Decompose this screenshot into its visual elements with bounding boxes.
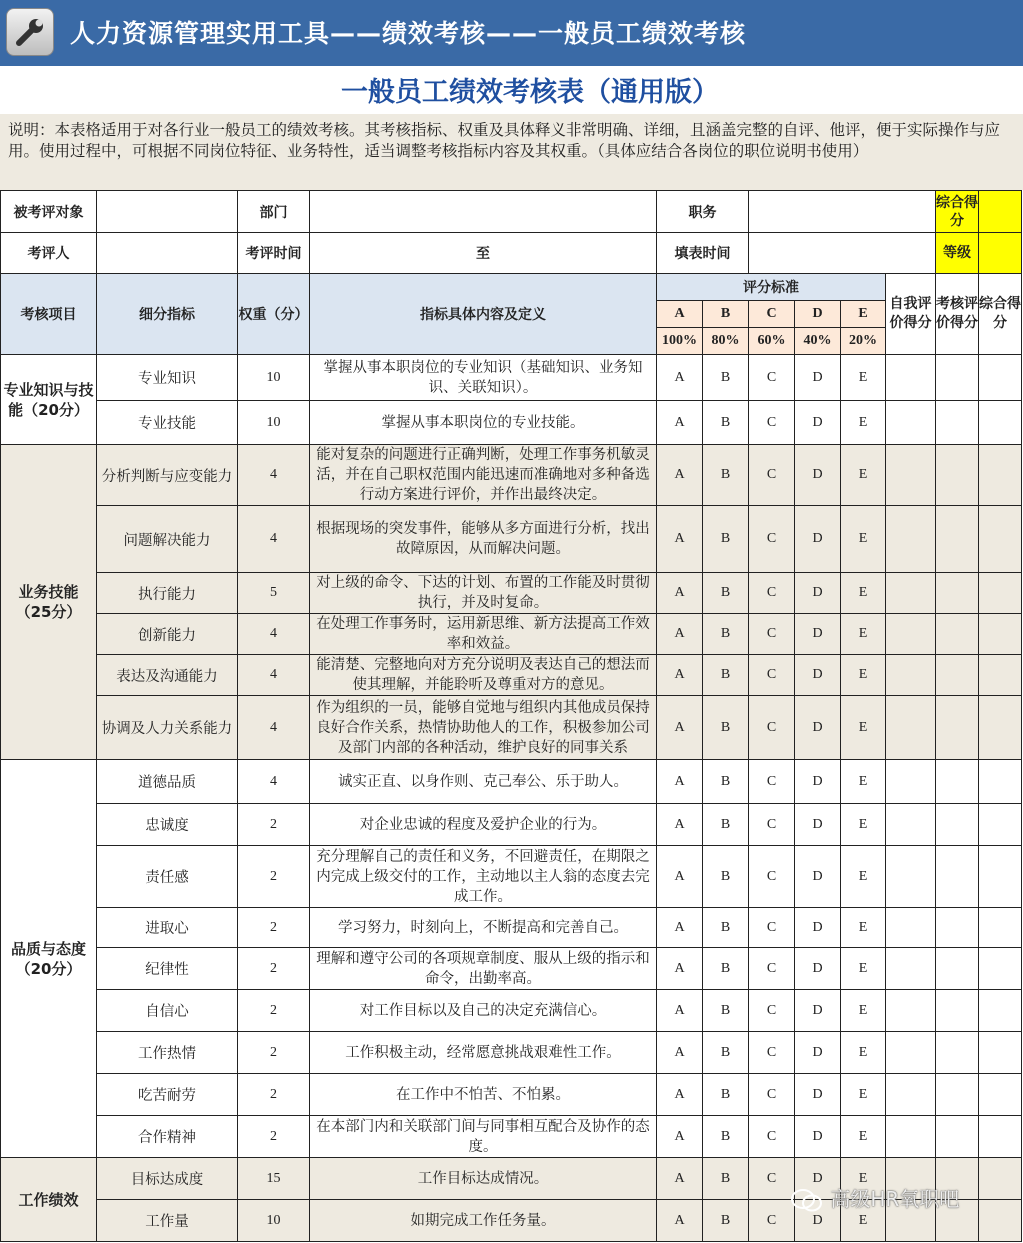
definition-cell: 在工作中不怕苦、不怕累。 bbox=[310, 1074, 657, 1116]
self-score-cell[interactable] bbox=[886, 804, 936, 846]
grade-option-a[interactable]: A bbox=[657, 1158, 703, 1200]
grade-option-e[interactable]: E bbox=[841, 573, 886, 614]
grade-option-d[interactable]: D bbox=[795, 990, 841, 1032]
grade-option-c[interactable]: C bbox=[749, 355, 795, 401]
sub-indicator-cell: 吃苦耐劳 bbox=[97, 1074, 238, 1116]
evaluatee-label: 被考评对象 bbox=[1, 191, 97, 233]
grade-option-b[interactable]: B bbox=[703, 655, 749, 696]
grade-option-a[interactable]: A bbox=[657, 1116, 703, 1158]
sub-indicator-cell: 自信心 bbox=[97, 990, 238, 1032]
position-label: 职务 bbox=[657, 191, 749, 233]
sub-indicator-cell: 问题解决能力 bbox=[97, 506, 238, 573]
grade-option-e[interactable]: E bbox=[841, 655, 886, 696]
grade-option-e[interactable]: E bbox=[841, 990, 886, 1032]
table-row bbox=[1, 506, 1022, 573]
weight-cell: 2 bbox=[238, 804, 310, 846]
col-definition-header: 指标具体内容及定义 bbox=[310, 274, 657, 355]
grade-option-c[interactable]: C bbox=[749, 846, 795, 908]
sub-indicator-cell: 工作热情 bbox=[97, 1032, 238, 1074]
grade-option-d[interactable]: D bbox=[795, 655, 841, 696]
definition-cell: 对上级的命令、下达的计划、布置的工作能及时贯彻执行，并及时复命。 bbox=[310, 573, 657, 614]
col-total-header: 综合得分 bbox=[979, 274, 1022, 355]
grade-option-a[interactable]: A bbox=[657, 655, 703, 696]
grade-option-c[interactable]: C bbox=[749, 1200, 795, 1242]
grade-option-e[interactable]: E bbox=[841, 355, 886, 401]
definition-cell: 对企业忠诚的程度及爱护企业的行为。 bbox=[310, 804, 657, 846]
watermark bbox=[790, 1183, 959, 1214]
definition-cell: 根据现场的突发事件，能够从多方面进行分析，找出故障原因，从而解决问题。 bbox=[310, 506, 657, 573]
grade-option-d[interactable]: D bbox=[795, 948, 841, 990]
definition-cell: 在本部门内和关联部门间与同事相互配合及协作的态度。 bbox=[310, 1116, 657, 1158]
weight-cell: 4 bbox=[238, 696, 310, 760]
weight-cell: 2 bbox=[238, 1116, 310, 1158]
assess-score-cell[interactable] bbox=[936, 696, 979, 760]
total-score-cell[interactable] bbox=[979, 1200, 1022, 1242]
definition-cell: 作为组织的一员，能够自觉地与组织内其他成员保持良好合作关系，热情协助他人的工作，积极参加公司及部门内部的各种活动，维护良好的同事关系 bbox=[310, 696, 657, 760]
grade-option-b[interactable]: B bbox=[703, 401, 749, 445]
grade-option-a[interactable]: A bbox=[657, 990, 703, 1032]
grade-option-b[interactable]: B bbox=[703, 1116, 749, 1158]
grade-option-e[interactable]: E bbox=[841, 445, 886, 506]
grade-header-e: E bbox=[841, 301, 886, 328]
grade-percent-b: 80% bbox=[703, 328, 749, 355]
weight-cell: 2 bbox=[238, 1074, 310, 1116]
grade-option-c[interactable]: C bbox=[749, 804, 795, 846]
position-value[interactable] bbox=[749, 191, 936, 233]
grade-option-a[interactable]: A bbox=[657, 908, 703, 948]
total-score-cell[interactable] bbox=[979, 1032, 1022, 1074]
grade-percent-c: 60% bbox=[749, 328, 795, 355]
level-label: 等级 bbox=[936, 233, 979, 274]
grade-option-b[interactable]: B bbox=[703, 1032, 749, 1074]
sub-indicator-cell: 进取心 bbox=[97, 908, 238, 948]
assess-score-cell[interactable] bbox=[936, 655, 979, 696]
weight-cell: 2 bbox=[238, 908, 310, 948]
grade-option-a[interactable]: A bbox=[657, 401, 703, 445]
grade-option-e[interactable]: E bbox=[841, 1074, 886, 1116]
grade-option-d[interactable]: D bbox=[795, 401, 841, 445]
self-score-cell[interactable] bbox=[886, 401, 936, 445]
self-score-cell[interactable] bbox=[886, 760, 936, 804]
assess-score-cell[interactable] bbox=[936, 1116, 979, 1158]
sub-indicator-cell: 目标达成度 bbox=[97, 1158, 238, 1200]
col-assess-header: 考核评价得分 bbox=[936, 274, 979, 355]
definition-cell: 诚实正直、以身作则、克己奉公、乐于助人。 bbox=[310, 760, 657, 804]
grade-option-c[interactable]: C bbox=[749, 573, 795, 614]
grade-option-a[interactable]: A bbox=[657, 804, 703, 846]
definition-cell: 如期完成工作任务量。 bbox=[310, 1200, 657, 1242]
total-score-value[interactable] bbox=[979, 191, 1022, 233]
grade-option-b[interactable]: B bbox=[703, 445, 749, 506]
total-score-cell[interactable] bbox=[979, 1158, 1022, 1200]
weight-cell: 10 bbox=[238, 401, 310, 445]
grade-percent-e: 20% bbox=[841, 328, 886, 355]
grade-option-a[interactable]: A bbox=[657, 614, 703, 655]
definition-cell: 在处理工作事务时，运用新思维、新方法提高工作效率和效益。 bbox=[310, 614, 657, 655]
grade-percent-d: 40% bbox=[795, 328, 841, 355]
grade-option-a[interactable]: A bbox=[657, 506, 703, 573]
weight-cell: 2 bbox=[238, 1032, 310, 1074]
self-score-cell[interactable] bbox=[886, 696, 936, 760]
total-score-cell[interactable] bbox=[979, 355, 1022, 401]
self-score-cell[interactable] bbox=[886, 908, 936, 948]
grade-option-c[interactable]: C bbox=[749, 655, 795, 696]
grade-option-e[interactable]: E bbox=[841, 948, 886, 990]
grade-option-e[interactable]: E bbox=[841, 846, 886, 908]
assess-score-cell[interactable] bbox=[936, 1074, 979, 1116]
sub-indicator-cell: 忠诚度 bbox=[97, 804, 238, 846]
sub-indicator-cell: 责任感 bbox=[97, 846, 238, 908]
sub-indicator-cell: 执行能力 bbox=[97, 573, 238, 614]
watermark-text: 高级HR氧职吧 bbox=[830, 1187, 960, 1211]
grade-option-b[interactable]: B bbox=[703, 696, 749, 760]
grade-option-a[interactable]: A bbox=[657, 948, 703, 990]
form-title: 一般员工绩效考核表（通用版） bbox=[341, 77, 719, 108]
evaluatee-value[interactable] bbox=[97, 191, 238, 233]
total-score-cell[interactable] bbox=[979, 990, 1022, 1032]
total-score-cell[interactable] bbox=[979, 614, 1022, 655]
category-cell: 品质与态度（20分） bbox=[1, 760, 97, 1158]
grade-option-d[interactable]: D bbox=[795, 908, 841, 948]
wechat-icon bbox=[790, 1188, 824, 1214]
self-score-cell[interactable] bbox=[886, 1074, 936, 1116]
grade-option-e[interactable]: E bbox=[841, 760, 886, 804]
self-score-cell[interactable] bbox=[886, 846, 936, 908]
table-row bbox=[1, 908, 1022, 948]
table-row bbox=[1, 948, 1022, 990]
grade-option-d[interactable]: D bbox=[795, 696, 841, 760]
grade-option-b[interactable]: B bbox=[703, 614, 749, 655]
grade-option-c[interactable]: C bbox=[749, 948, 795, 990]
total-score-cell[interactable] bbox=[979, 1116, 1022, 1158]
grade-header-a: A bbox=[657, 301, 703, 328]
eval-time-to: 至 bbox=[310, 233, 657, 274]
definition-cell: 对工作目标以及自己的决定充满信心。 bbox=[310, 990, 657, 1032]
grade-option-c[interactable]: C bbox=[749, 908, 795, 948]
eval-time-label: 考评时间 bbox=[238, 233, 310, 274]
grade-option-a[interactable]: A bbox=[657, 1074, 703, 1116]
grade-header-d: D bbox=[795, 301, 841, 328]
fill-time-label: 填表时间 bbox=[657, 233, 749, 274]
total-score-cell[interactable] bbox=[979, 760, 1022, 804]
table-row bbox=[1, 760, 1022, 804]
total-score-cell[interactable] bbox=[979, 506, 1022, 573]
grade-option-d[interactable]: D bbox=[795, 573, 841, 614]
weight-cell: 2 bbox=[238, 990, 310, 1032]
weight-cell: 4 bbox=[238, 655, 310, 696]
col-sub-header: 细分指标 bbox=[97, 274, 238, 355]
assess-score-cell[interactable] bbox=[936, 804, 979, 846]
weight-cell: 10 bbox=[238, 355, 310, 401]
grade-option-c[interactable]: C bbox=[749, 760, 795, 804]
weight-cell: 10 bbox=[238, 1200, 310, 1242]
grade-option-e[interactable]: E bbox=[841, 506, 886, 573]
grade-option-c[interactable]: C bbox=[749, 445, 795, 506]
grade-option-d[interactable]: D bbox=[795, 1032, 841, 1074]
col-self-header: 自我评价得分 bbox=[886, 274, 936, 355]
grade-option-e[interactable]: E bbox=[841, 696, 886, 760]
category-cell: 专业知识与技能（20分） bbox=[1, 355, 97, 445]
total-score-cell[interactable] bbox=[979, 401, 1022, 445]
total-score-label: 综合得分 bbox=[936, 191, 979, 233]
table-row bbox=[1, 1032, 1022, 1074]
grade-option-d[interactable]: D bbox=[795, 355, 841, 401]
grade-option-e[interactable]: E bbox=[841, 908, 886, 948]
wrench-icon bbox=[6, 8, 54, 56]
total-score-cell[interactable] bbox=[979, 655, 1022, 696]
evaluator-value[interactable] bbox=[97, 233, 238, 274]
grade-option-a[interactable]: A bbox=[657, 445, 703, 506]
definition-cell: 能清楚、完整地向对方充分说明及表达自己的想法而使其理解，并能聆听及尊重对方的意见。 bbox=[310, 655, 657, 696]
grade-option-a[interactable]: A bbox=[657, 696, 703, 760]
grade-option-c[interactable]: C bbox=[749, 1032, 795, 1074]
app-title: 人力资源管理实用工具——绩效考核——一般员工绩效考核 bbox=[70, 19, 747, 48]
self-score-cell[interactable] bbox=[886, 445, 936, 506]
self-score-cell[interactable] bbox=[886, 948, 936, 990]
self-score-cell[interactable] bbox=[886, 573, 936, 614]
table-row bbox=[1, 846, 1022, 908]
grade-option-e[interactable]: E bbox=[841, 401, 886, 445]
self-score-cell[interactable] bbox=[886, 614, 936, 655]
grade-option-d[interactable]: D bbox=[795, 846, 841, 908]
total-score-cell[interactable] bbox=[979, 445, 1022, 506]
table-row bbox=[1, 445, 1022, 506]
self-score-cell[interactable] bbox=[886, 655, 936, 696]
grade-option-d[interactable]: D bbox=[795, 1200, 841, 1242]
definition-cell: 掌握从事本职岗位的专业技能。 bbox=[310, 401, 657, 445]
table-row bbox=[1, 1074, 1022, 1116]
table-row bbox=[1, 355, 1022, 401]
sub-indicator-cell: 分析判断与应变能力 bbox=[97, 445, 238, 506]
grade-option-a[interactable]: A bbox=[657, 1032, 703, 1074]
weight-cell: 4 bbox=[238, 760, 310, 804]
grade-option-b[interactable]: B bbox=[703, 1074, 749, 1116]
weight-cell: 2 bbox=[238, 846, 310, 908]
sub-indicator-cell: 合作精神 bbox=[97, 1116, 238, 1158]
col-weight-header: 权重（分） bbox=[238, 274, 310, 355]
note-text: 说明：本表格适用于对各行业一般员工的绩效考核。其考核指标、权重及具体释义非常明确、详细，且涵盖完整的自评、他评，便于实际操作与应用。使用过程中，可根据不同岗位特征、业务特性，适当调整考核指标内容及其权重。（具体应结合各岗位的职位说明书使用） bbox=[8, 121, 1001, 160]
total-score-cell[interactable] bbox=[979, 804, 1022, 846]
assess-score-cell[interactable] bbox=[936, 401, 979, 445]
sub-indicator-cell: 创新能力 bbox=[97, 614, 238, 655]
app-banner bbox=[0, 0, 1023, 66]
definition-cell: 充分理解自己的责任和义务，不回避责任，在期限之内完成上级交付的工作，主动地以主人翁的态度去完成工作。 bbox=[310, 846, 657, 908]
grade-option-b[interactable]: B bbox=[703, 948, 749, 990]
table-row bbox=[1, 990, 1022, 1032]
grade-header-b: B bbox=[703, 301, 749, 328]
department-label: 部门 bbox=[238, 191, 310, 233]
category-cell: 业务技能（25分） bbox=[1, 445, 97, 760]
grade-option-b[interactable]: B bbox=[703, 908, 749, 948]
self-score-cell[interactable] bbox=[886, 355, 936, 401]
grade-option-d[interactable]: D bbox=[795, 804, 841, 846]
assess-score-cell[interactable] bbox=[936, 614, 979, 655]
grade-option-b[interactable]: B bbox=[703, 355, 749, 401]
grade-option-c[interactable]: C bbox=[749, 401, 795, 445]
assess-score-cell[interactable] bbox=[936, 506, 979, 573]
sub-indicator-cell: 协调及人力关系能力 bbox=[97, 696, 238, 760]
grade-option-e[interactable]: E bbox=[841, 614, 886, 655]
grade-option-b[interactable]: B bbox=[703, 1200, 749, 1242]
grade-option-d[interactable]: D bbox=[795, 1116, 841, 1158]
grade-option-a[interactable]: A bbox=[657, 760, 703, 804]
weight-cell: 4 bbox=[238, 614, 310, 655]
sub-indicator-cell: 专业技能 bbox=[97, 401, 238, 445]
table-row bbox=[1, 614, 1022, 655]
grade-option-c[interactable]: C bbox=[749, 1116, 795, 1158]
weight-cell: 15 bbox=[238, 1158, 310, 1200]
table-row bbox=[1, 804, 1022, 846]
grade-option-d[interactable]: D bbox=[795, 760, 841, 804]
total-score-cell[interactable] bbox=[979, 908, 1022, 948]
weight-cell: 5 bbox=[238, 573, 310, 614]
sub-indicator-cell: 纪律性 bbox=[97, 948, 238, 990]
grade-percent-a: 100% bbox=[657, 328, 703, 355]
evaluator-label: 考评人 bbox=[1, 233, 97, 274]
grade-option-d[interactable]: D bbox=[795, 445, 841, 506]
self-score-cell[interactable] bbox=[886, 990, 936, 1032]
grade-option-b[interactable]: B bbox=[703, 760, 749, 804]
grade-option-a[interactable]: A bbox=[657, 846, 703, 908]
weight-cell: 2 bbox=[238, 948, 310, 990]
col-standard-header: 评分标准 bbox=[657, 274, 886, 301]
definition-cell: 理解和遵守公司的各项规章制度、服从上级的指示和命令，出勤率高。 bbox=[310, 948, 657, 990]
department-value[interactable] bbox=[310, 191, 657, 233]
weight-cell: 4 bbox=[238, 506, 310, 573]
total-score-cell[interactable] bbox=[979, 1074, 1022, 1116]
definition-cell: 工作目标达成情况。 bbox=[310, 1158, 657, 1200]
grade-option-c[interactable]: C bbox=[749, 506, 795, 573]
fill-time-value[interactable] bbox=[749, 233, 936, 274]
table-row bbox=[1, 573, 1022, 614]
grade-option-c[interactable]: C bbox=[749, 614, 795, 655]
definition-cell: 学习努力，时刻向上，不断提高和完善自己。 bbox=[310, 908, 657, 948]
table-row bbox=[1, 401, 1022, 445]
grade-option-d[interactable]: D bbox=[795, 1074, 841, 1116]
assess-score-cell[interactable] bbox=[936, 573, 979, 614]
assess-score-cell[interactable] bbox=[936, 908, 979, 948]
table-row bbox=[1, 1116, 1022, 1158]
grade-option-e[interactable]: E bbox=[841, 1158, 886, 1200]
self-score-cell[interactable] bbox=[886, 1116, 936, 1158]
assess-score-cell[interactable] bbox=[936, 355, 979, 401]
total-score-cell[interactable] bbox=[979, 846, 1022, 908]
definition-cell: 工作积极主动，经常愿意挑战艰难性工作。 bbox=[310, 1032, 657, 1074]
assess-score-cell[interactable] bbox=[936, 948, 979, 990]
grade-option-e[interactable]: E bbox=[841, 1116, 886, 1158]
sub-indicator-cell: 道德品质 bbox=[97, 760, 238, 804]
grade-option-b[interactable]: B bbox=[703, 846, 749, 908]
grade-option-a[interactable]: A bbox=[657, 573, 703, 614]
definition-cell: 能对复杂的问题进行正确判断，处理工作事务机敏灵活，并在自己职权范围内能迅速而准确地对多种备选行动方案进行评价，并作出最终决定。 bbox=[310, 445, 657, 506]
grade-option-d[interactable]: D bbox=[795, 614, 841, 655]
grade-option-e[interactable]: E bbox=[841, 804, 886, 846]
grade-option-c[interactable]: C bbox=[749, 1158, 795, 1200]
grade-option-c[interactable]: C bbox=[749, 696, 795, 760]
grade-option-d[interactable]: D bbox=[795, 1158, 841, 1200]
table-row bbox=[1, 655, 1022, 696]
grade-option-b[interactable]: B bbox=[703, 1158, 749, 1200]
grade-option-c[interactable]: C bbox=[749, 990, 795, 1032]
instructions-note bbox=[0, 114, 1023, 190]
assess-score-cell[interactable] bbox=[936, 445, 979, 506]
sub-indicator-cell: 表达及沟通能力 bbox=[97, 655, 238, 696]
level-value[interactable] bbox=[979, 233, 1022, 274]
grade-option-e[interactable]: E bbox=[841, 1200, 886, 1242]
weight-cell: 4 bbox=[238, 445, 310, 506]
assess-score-cell[interactable] bbox=[936, 1032, 979, 1074]
self-score-cell[interactable] bbox=[886, 1032, 936, 1074]
assess-score-cell[interactable] bbox=[936, 846, 979, 908]
sub-indicator-cell: 专业知识 bbox=[97, 355, 238, 401]
sub-indicator-cell: 工作量 bbox=[97, 1200, 238, 1242]
assess-score-cell[interactable] bbox=[936, 760, 979, 804]
total-score-cell[interactable] bbox=[979, 948, 1022, 990]
grade-option-c[interactable]: C bbox=[749, 1074, 795, 1116]
grade-option-a[interactable]: A bbox=[657, 1200, 703, 1242]
col-item-header: 考核项目 bbox=[1, 274, 97, 355]
grade-option-b[interactable]: B bbox=[703, 506, 749, 573]
category-cell: 工作绩效 bbox=[1, 1158, 97, 1242]
total-score-cell[interactable] bbox=[979, 573, 1022, 614]
grade-option-a[interactable]: A bbox=[657, 355, 703, 401]
grade-option-b[interactable]: B bbox=[703, 990, 749, 1032]
grade-header-c: C bbox=[749, 301, 795, 328]
grade-option-d[interactable]: D bbox=[795, 506, 841, 573]
grade-option-b[interactable]: B bbox=[703, 804, 749, 846]
self-score-cell[interactable] bbox=[886, 506, 936, 573]
grade-option-e[interactable]: E bbox=[841, 1032, 886, 1074]
definition-cell: 掌握从事本职岗位的专业知识（基础知识、业务知识、关联知识）。 bbox=[310, 355, 657, 401]
table-row bbox=[1, 696, 1022, 760]
appraisal-table bbox=[0, 190, 1022, 1242]
assess-score-cell[interactable] bbox=[936, 990, 979, 1032]
total-score-cell[interactable] bbox=[979, 696, 1022, 760]
grade-option-b[interactable]: B bbox=[703, 573, 749, 614]
